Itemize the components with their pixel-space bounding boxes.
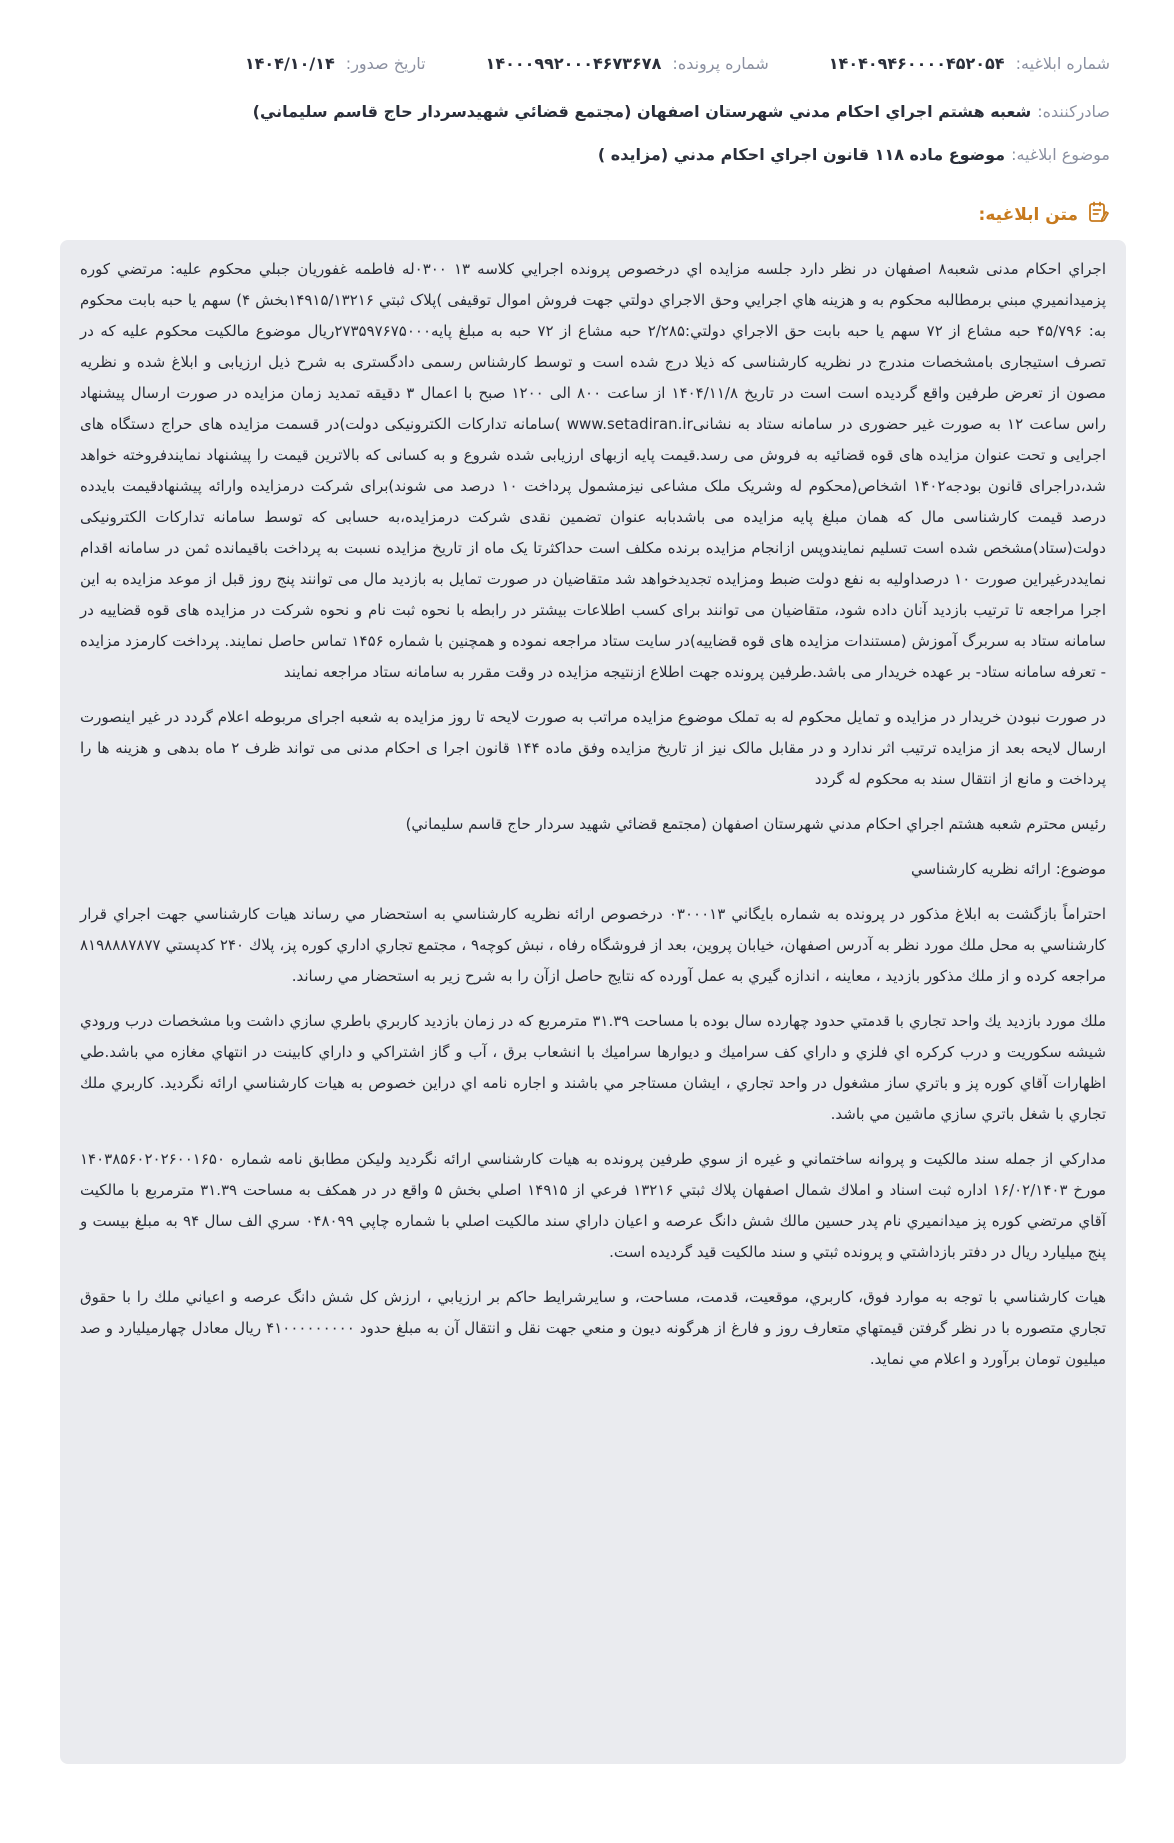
issuer-value: شعبه هشتم اجراي احكام مدني شهرستان اصفهان (مجتمع قضائي شهيدسردار حاج قاسم سليماني): [252, 102, 1032, 121]
paragraph-valuation: هيات كارشناسي با توجه به موارد فوق، كاربري، موقعيت، قدمت، مساحت، و سايرشرايط حاكم بر ارزيابي ، ارزش كل شش دانگ عرصه و اعياني ملك را با حقوق تجاري متصوره با در نظر گرفتن قيمتهاي متعارف روز و فارغ از هرگونه ديون و منعي جهت نقل و انتقال آن به مبلغ حدود ۴۱۰۰۰۰۰۰۰۰۰ ريال معادل چهارميليارد و صد ميليون تومان برآورد و اعلام مي نمايد.: [80, 1288, 1106, 1368]
paragraph-inspection: احتراماً بازگشت به ابلاغ مذكور در پرونده به شماره بايگاني ۰۳۰۰۰۱۳ درخصوص ارائه نظريه كارشناسي به استحضار مي رساند هيات كارشناسي جهت اجراي قرار كارشناسي به محل ملك مورد نظر به آدرس اصفهان، خيابان پروين، بعد از فروشگاه رفاه ، نبش كوچه۹ ، مجتمع تجاري اداري كوره پز، پلاك ۲۴۰ كدپستي ۸۱۹۸۸۸۷۸۷۷ مراجعه كرده و از ملك مذكور بازديد ، معاينه ، اندازه گيري به عمل آورده كه نتايج حاصل ازآن را به شرح زير به استحضار مي رساند.: [80, 905, 1107, 985]
notice-text-box: [60, 240, 1126, 1764]
notice-text-heading: [979, 200, 1110, 229]
notice-text-title: متن ابلاغيه:: [978, 204, 1078, 225]
header-row-1: [60, 54, 1110, 73]
paragraph-property-description: ملك مورد بازديد يك واحد تجاري با قدمتي حدود چهارده سال بوده با مساحت ۳۱.۳۹ مترمربع كه در زمان بازديد كاربري باطري سازي داشت وبا مشخصات درب ورودي شيشه سكوريت و درب كركره اي فلزي و داراي كف سراميك و ديوارها سراميك با انشعاب برق ، آب و گاز اشتراكي و داراي كابينت در انتهاي مغازه مي باشد.طي اظهارات آقاي كوره پز و باتري ساز مشغول در واحد تجاري ، ايشان مستاجر مي باشند و اجاره نامه اي دراين خصوص به هيات كارشناسي ارائه نگرديد. كاربري ملك تجاري با شغل باتري سازي ماشين مي باشد.: [80, 1012, 1106, 1123]
paragraph-auction: اجراي احكام مدنی شعبه‌۸ اصفهان در نظر دارد جلسه مزايده اي درخصوص پرونده اجرايي كلاسه ۱۳ ۰۳۰۰له فاطمه غفوريان جبلي محكوم عليه: مرتضي كوره پزميدانميري مبني برمطالبه محکوم به و هزينه هاي اجرايي وحق الاجراي دولتي جهت فروش اموال توقيفی )پلاک ثبتي ۱۴۹۱۵/۱۳۲۱۶بخش ۴) سهم يا حبه بابت محكوم به: ۴۵/۷۹۶ حبه مشاع از ۷۲ سهم يا حبه بابت حق الاجراي دولتي:۲/۲۸۵ حبه مشاع از ۷۲ حبه به مبلغ پايه۲۷۳۵۹۷۶۷۵۰۰۰ريال موضوع مالكيت محكوم عليه كه در تصرف استيجاری بامشخصات مندرج در نظريه کارشناسی که ذيلا درج شده است و توسط کارشناس رسمی دادگستری به شرح ذيل ارزيابی و ابلاغ شده و نظريه مصون از تعرض طرفين واقع گرديده است است در تاريخ ۱۴۰۴/۱۱/۸ از ساعت ۸۰۰ الی ۱۲۰۰ صبح با اعمال ۳ دقيقه تمديد زمان مزايده در صورت ارسال پيشنهاد راس ساعت ۱۲ به صورت غير حضوری در سامانه ستاد به نشانیwww.setadiran.ir )سامانه تدارکات الکترونيکی دولت)در قسمت مزايده های حراج دستگاه های اجرايی و تحت عنوان مزايده های قوه قضائيه به فروش می رسد.قيمت پايه ازبهای ارزيابی شده شروع و به کسانی که بالاترين قيمت را پيشنهاد نمايندفروخته خواهد شد،دراجرای قانون بودجه۱۴۰۲ اشخاص(محکوم له وشريک ملک مشاعی نيزمشمول پرداخت ۱۰ درصد می شوند)برای شرکت درمزايده وارائه پيشنهادقيمت بايدده درصد قيمت کارشناسی مال که همان مبلغ پايه مزايده می باشدبابه عنوان تضمين نقدی شرکت درمزايده،به حسابی که توسط سامانه تدارکات الکترونيکی دولت(ستاد)مشخص شده است تسليم نمايندوپس ازانجام مزايده برنده مکلف است حداکثرتا يک ماه از تاريخ مزايده نسبت به پرداخت باقيمانده ثمن در سامانه اقدام نمايددرغيراين صورت ۱۰ درصداوليه به نفع دولت ضبط ومزايده تجديدخواهد شد متقاضيان در صورت تمايل به بازديد مال می توانند پنج روز قبل از موعد مزايده به اين اجرا مراجعه تا ترتيب بازديد آنان داده شود، متقاضيان می توانند برای کسب اطلاعات بيشتر در رابطه با نحوه ثبت نام و نحوه شرکت در مزايده های قوه قضاييه در سامانه ستاد به سربرگ آموزش (مستندات مزايده های قوه قضاييه)در سايت ستاد مراجعه نموده و همچنين با شماره ۱۴۵۶ تماس حاصل نمايند. پرداخت کارمزد مزايده - تعرفه سامانه ستاد- بر عهده خريدار می باشد.طرفين پرونده جهت اطلاع ازنتيجه مزايده در وقت مقرر به سامانه ستاد مراجعه نمايند: [80, 260, 1107, 681]
case-number-value: ۱۴۰۰۰۹۹۲۰۰۰۴۶۷۳۶۷۸: [485, 54, 662, 73]
subject-row: [60, 145, 1110, 164]
issuer-row: [60, 102, 1110, 121]
paragraph-addressee: رئيس محترم شعبه هشتم اجراي احكام مدني شهرستان اصفهان (مجتمع قضائي شهيد سردار حاج قاسم سليماني): [405, 815, 1106, 833]
subject-value: موضوع ماده ۱۱۸ قانون اجراي احکام مدني (مزايده ): [597, 145, 1006, 164]
issue-date-label: تاريخ صدور:: [345, 54, 426, 73]
notice-number-value: ۱۴۰۴۰۹۴۶۰۰۰۰۴۵۲۰۵۴: [828, 54, 1005, 73]
notice-number: [829, 54, 1110, 73]
paragraph-documents: مداركي از جمله سند مالكيت و پروانه ساختماني و غيره از سوي طرفين پرونده به هيات كارشناسي ارائه نگرديد وليكن مطابق نامه شماره ۱۴۰۳۸۵۶۰۲۰۲۶۰۰۱۶۵۰ مورخ ۱۶/۰۲/۱۴۰۳ اداره ثبت اسناد و املاك شمال اصفهان پلاك ثبتي ۱۳۲۱۶ فرعي از ۱۴۹۱۵ اصلي بخش ۵ واقع در در همكف به مساحت ۳۱.۳۹ مترمربع با مالكيت آقاي مرتضي كوره پز ميدانميري نام پدر حسين مالك شش دانگ عرصه و اعيان داراي سند مالكيت اصلي با شماره چاپي ۰۴۸۰۹۹ سري الف سال ۹۴ به مبلغ بيست و پنج ميليارد ريال در دفتر بازداشتي و پرونده ثبتي و سند مالكيت قيد گرديده است.: [80, 1150, 1106, 1261]
paragraph-subject: موضوع: ارائه نظريه كارشناسي: [910, 860, 1106, 878]
issuer-label: صادرکننده:: [1037, 102, 1110, 121]
issue-date: [245, 54, 426, 73]
case-number: [486, 54, 769, 73]
notice-number-label: شماره ابلاغيه:: [1015, 54, 1110, 73]
paragraph-no-buyer: در صورت نبودن خريدار در مزايده و تمايل محکوم له به تملک موضوع مزايده مراتب به صورت لايحه تا روز مزايده به شعبه اجرای مربوطه اعلام گردد در غير اينصورت ارسال لايحه بعد از مزايده ترتيب اثر ندارد و در مقابل مالک نيز از تاريخ مزايده وفق ماده ۱۴۴ قانون اجرا ی احکام مدنی می تواند ظرف ۲ ماه بدهی و هزينه ها را پرداخت و مانع از انتقال سند به محکوم له گردد: [80, 708, 1106, 788]
issue-date-value: ۱۴۰۴/۱۰/۱۴: [244, 54, 335, 73]
case-number-label: شماره پرونده:: [672, 54, 769, 73]
subject-label: موضوع ابلاغيه:: [1011, 145, 1110, 164]
notepad-icon: [1086, 200, 1110, 229]
